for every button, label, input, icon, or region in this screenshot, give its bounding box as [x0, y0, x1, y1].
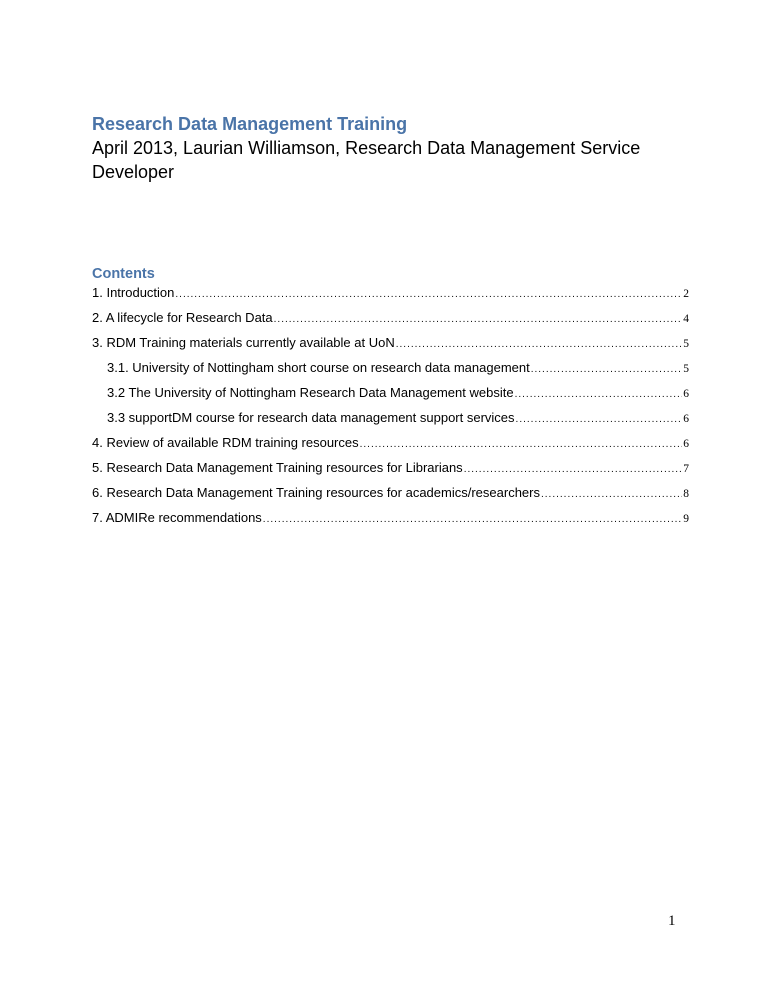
- toc-dot-leader: [464, 461, 683, 479]
- contents-heading: Contents: [92, 266, 155, 282]
- toc-entry-label: 3. RDM Training materials currently available at UoN: [92, 335, 395, 350]
- toc-entry-label: 4. Review of available RDM training resources: [92, 435, 359, 450]
- toc-entry[interactable]: [107, 359, 689, 377]
- toc-entry-label: 5. Research Data Management Training resources for Librarians: [92, 460, 463, 475]
- toc-entry-label: 3.3 supportDM course for research data management support services: [107, 410, 515, 425]
- toc-entry-label: 6. Research Data Management Training resources for academics/researchers: [92, 485, 540, 500]
- toc-entry-page: 2: [683, 288, 689, 300]
- toc-entry-page: 6: [683, 388, 689, 400]
- toc-entry[interactable]: [92, 309, 689, 327]
- toc-entry-page: 7: [683, 463, 689, 475]
- page-number: 1: [668, 913, 676, 929]
- toc-dot-leader: [263, 511, 682, 529]
- toc-entry-page: 6: [683, 413, 689, 425]
- toc-dot-leader: [515, 386, 683, 404]
- toc-entry-page: 5: [683, 338, 689, 350]
- toc-dot-leader: [396, 336, 683, 354]
- toc-entry-label: 1. Introduction: [92, 285, 175, 300]
- toc-dot-leader: [175, 286, 682, 304]
- toc-entry[interactable]: [107, 409, 689, 427]
- toc-entry-label: 2. A lifecycle for Research Data: [92, 310, 273, 325]
- toc-entry[interactable]: [92, 459, 689, 477]
- toc-entry[interactable]: [92, 334, 689, 352]
- toc-entry-label: 3.2 The University of Nottingham Research Data Management website: [107, 385, 514, 400]
- toc-entry-page: 9: [683, 513, 689, 525]
- toc-entry[interactable]: [92, 509, 689, 527]
- toc-dot-leader: [531, 361, 683, 379]
- toc-entry[interactable]: [92, 284, 689, 302]
- toc-dot-leader: [360, 436, 683, 454]
- toc-entry[interactable]: [92, 484, 689, 502]
- toc-dot-leader: [274, 311, 683, 329]
- toc-entry-page: 6: [683, 438, 689, 450]
- toc-entry-label: 7. ADMIRe recommendations: [92, 510, 262, 525]
- document-subtitle: April 2013, Laurian Williamson, Research Data Management Service Developer: [92, 138, 641, 182]
- toc-entry-page: 5: [683, 363, 689, 375]
- toc-entry[interactable]: [92, 434, 689, 452]
- toc-entry[interactable]: [107, 384, 689, 402]
- document-title: Research Data Management Training: [92, 114, 408, 134]
- toc-entry-page: 4: [683, 313, 689, 325]
- toc-dot-leader: [516, 411, 683, 429]
- toc-dot-leader: [541, 486, 682, 504]
- toc-entry-page: 8: [683, 488, 689, 500]
- toc-entry-label: 3.1. University of Nottingham short course on research data management: [107, 360, 530, 375]
